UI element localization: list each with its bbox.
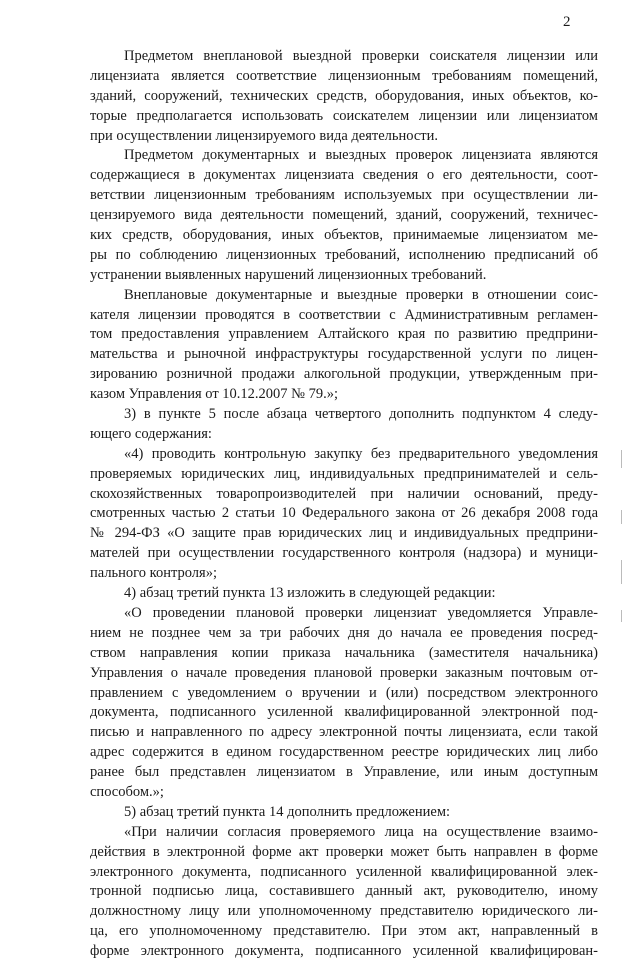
text-line: ца, его уполномоченному представителю. При этом акт, направленный в	[90, 923, 598, 940]
text-line: электронного документа, подписанного усиленной квалифицированной элек-	[90, 863, 598, 880]
text-line: Управления о начале проведения плановой проверки заказным почтовым от-	[90, 664, 598, 681]
text-line: действия в электронной форме акт проверки может быть направлен в форме	[90, 843, 598, 860]
text-line: форме электронного документа, подписанного усиленной квалифицирован-	[90, 943, 598, 960]
text-line: способом.»;	[90, 783, 164, 800]
text-line: скохозяйственных товаропроизводителей при наличии оснований, преду-	[90, 485, 598, 502]
text-line: документа, подписанного усиленной квалифицированной электронной под-	[90, 704, 598, 721]
text-line: устранении выявленных нарушений лицензионных требований.	[90, 266, 487, 283]
text-line: ющего содержания:	[90, 425, 212, 442]
text-line: «О проведении плановой проверки лицензиат уведомляется Управле-	[124, 604, 598, 621]
text-line: кателя лицензии проводятся в соответствии с Административным регламен-	[90, 306, 598, 323]
text-line: писью и направленного по адресу электронной почты лицензиата, если такой	[90, 724, 598, 741]
text-line: при осуществлении лицензируемого вида деятельности.	[90, 127, 439, 144]
text-line: зданий, сооружений, технических средств, оборудования, иных объектов, ко-	[90, 87, 598, 104]
text-line: Предметом внеплановой выездной проверки соискателя лицензии или	[124, 48, 598, 64]
document-body	[90, 47, 598, 962]
text-line: Предметом документарных и выездных проверок лицензиата являются	[124, 147, 598, 164]
text-line: № 294-ФЗ «О защите прав юридических лиц и индивидуальных предприни-	[90, 525, 598, 542]
text-line: цензируемого вида деятельности помещений, зданий, сооружений, техничес-	[90, 207, 598, 224]
text-line: тронной подписью лица, составившего данный акт, руководителю, иному	[90, 883, 598, 900]
scan-edge-marks	[619, 440, 625, 640]
text-line: правлением с уведомлением о вручении и (или) посредством электронного	[90, 684, 598, 701]
text-line: содержащиеся в документах лицензиата сведения о его деятельности, соот-	[90, 167, 598, 184]
text-line: мателей при осуществлении государственного контроля (надзора) и муници-	[90, 545, 598, 562]
text-line: должностному лицу или уполномоченному представителю юридического ли-	[90, 903, 598, 920]
text-line: ких средств, оборудования, иных объектов, принимаемые лицензиатом ме-	[90, 227, 598, 244]
text-line: ры по соблюдению лицензионных требований, исполнению предписаний об	[90, 246, 598, 263]
text-line: «При наличии согласия проверяемого лица на осуществление взаимо-	[124, 823, 598, 840]
text-line: смотренных частью 2 статьи 10 Федерального закона от 26 декабря 2008 года	[90, 505, 598, 522]
page-number: 2	[563, 14, 571, 30]
text-line: «4) проводить контрольную закупку без предварительного уведомления	[124, 445, 598, 462]
text-line: ранее был представлен лицензиатом в Управление, или иным доступным	[90, 764, 598, 781]
text-line: торые предполагается использовать соискателем лицензии или лицензиатом	[90, 107, 598, 124]
text-line: 3) в пункте 5 после абзаца четвертого дополнить подпунктом 4 следу-	[124, 406, 598, 423]
text-line: ветствии лицензионным требованиям используемых при осуществлении ли-	[90, 187, 598, 204]
text-line: 4) абзац третий пункта 13 изложить в следующей редакции:	[124, 585, 496, 602]
text-line: лицензиата является соответствие лицензионным требованиям помещений,	[90, 67, 598, 84]
text-line: том предоставления управлением Алтайского края по развитию предприни-	[90, 326, 598, 343]
text-line: казом Управления от 10.12.2007 № 79.»;	[90, 386, 339, 403]
text-line: проверяемых юридических лиц, индивидуальных предпринимателей и сель-	[90, 465, 598, 482]
text-line: пального контроля»;	[90, 565, 217, 582]
text-line: ством направления копии приказа начальника (заместителя начальника)	[90, 644, 598, 661]
text-line: адрес содержится в едином государственном реестре юридических лиц либо	[90, 744, 598, 761]
text-line: Внеплановые документарные и выездные проверки в отношении соис-	[124, 286, 598, 303]
text-line: 5) абзац третий пункта 14 дополнить предложением:	[124, 803, 451, 820]
text-line: мательства и рыночной инфраструктуры государственной услуги по лицен-	[90, 346, 598, 363]
text-line: зированию розничной продажи алкогольной продукции, утвержденным при-	[90, 366, 598, 383]
text-line: нием не позднее чем за три рабочих дня до начала ее проведения посред-	[90, 624, 598, 641]
